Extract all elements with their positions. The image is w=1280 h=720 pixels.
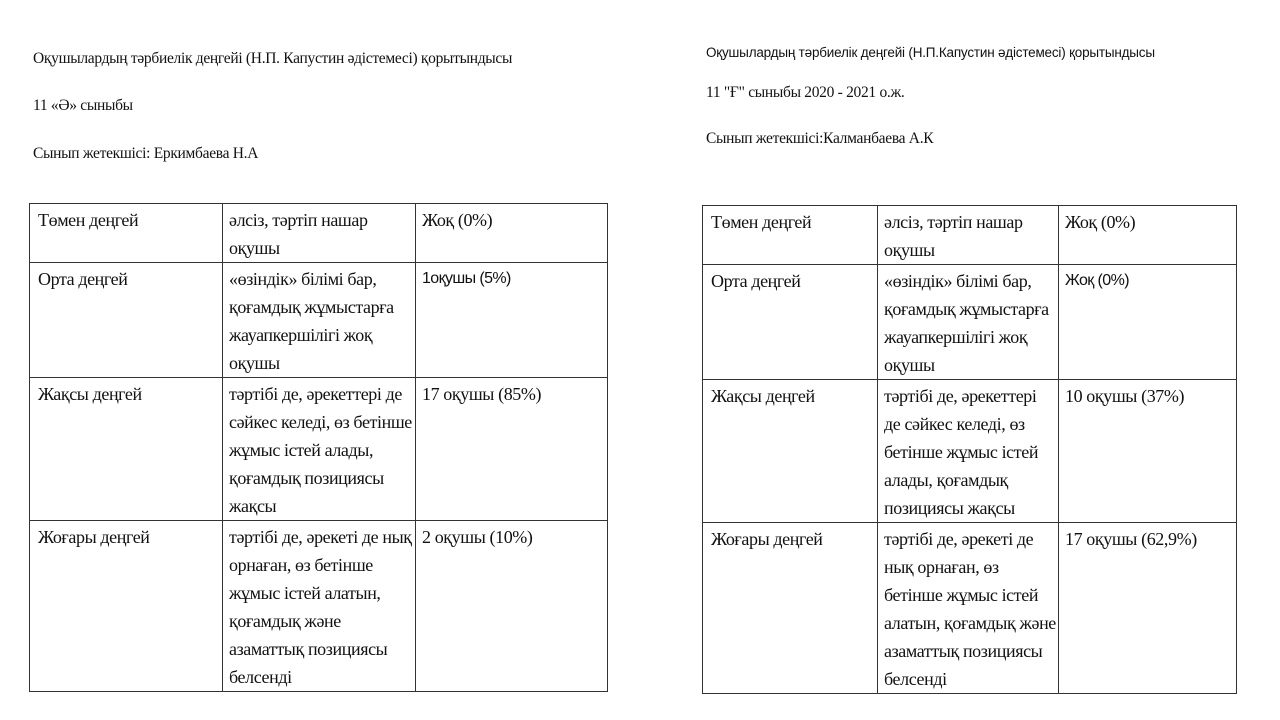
level-cell: Жақсы деңгей: [703, 380, 878, 523]
description-cell: әлсіз, тәртіп нашар оқушы: [878, 206, 1059, 265]
left-report-title: Оқушылардың тәрбиелік деңгейі (Н.П. Капустин әдістемесі) қорытындысы: [33, 50, 513, 67]
level-cell: Жақсы деңгей: [30, 378, 223, 521]
description-cell: әлсіз, тәртіп нашар оқушы: [223, 204, 416, 263]
result-cell: 2 оқушы (10%): [416, 521, 608, 692]
result-cell: 17 оқушы (62,9%): [1059, 523, 1237, 694]
description-cell: тәртібі де, әрекеттері де сәйкес келеді, өз бетінше жұмыс істей алады, қоғамдық позициясы жақсы: [878, 380, 1059, 523]
table-row: [30, 263, 608, 378]
description-cell: «өзіндік» білімі бар, қоғамдық жұмыстарға жауапкершілігі жоқ оқушы: [223, 263, 416, 378]
description-cell: тәртібі де, әрекеттері де сәйкес келеді, өз бетінше жұмыс істей алады, қоғамдық позициясы жақсы: [223, 378, 416, 521]
level-cell: Төмен деңгей: [30, 204, 223, 263]
left-teacher-label: Сынып жетекшісі: Еркимбаева Н.А: [33, 145, 259, 162]
result-cell: 17 оқушы (85%): [416, 378, 608, 521]
table-row: [703, 206, 1237, 265]
table-row: [30, 521, 608, 692]
table-row: [30, 378, 608, 521]
right-report-title: Оқушылардың тәрбиелік деңгейі (Н.П.Капустин әдістемесі) қорытындысы: [706, 45, 1155, 60]
left-results-table: [29, 203, 608, 692]
table-row: [703, 265, 1237, 380]
result-cell: 10 оқушы (37%): [1059, 380, 1237, 523]
table-row: [703, 523, 1237, 694]
result-cell: Жоқ (0%): [1059, 265, 1237, 380]
result-cell: 1оқушы (5%): [416, 263, 608, 378]
description-cell: тәртібі де, әрекеті де нық орнаған, өз бетінше жұмыс істей алатын, қоғамдық және азаматтық позициясы белсенді: [223, 521, 416, 692]
level-cell: Орта деңгей: [703, 265, 878, 380]
right-results-table: [702, 205, 1237, 694]
result-cell: Жоқ (0%): [416, 204, 608, 263]
description-cell: тәртібі де, әрекеті де нық орнаған, өз бетінше жұмыс істей алатын, қоғамдық және азаматтық позициясы белсенді: [878, 523, 1059, 694]
description-cell: «өзіндік» білімі бар, қоғамдық жұмыстарға жауапкершілігі жоқ оқушы: [878, 265, 1059, 380]
right-teacher-label: Сынып жетекшісі:Калманбаева А.К: [706, 130, 934, 147]
result-cell: Жоқ (0%): [1059, 206, 1237, 265]
level-cell: Орта деңгей: [30, 263, 223, 378]
level-cell: Төмен деңгей: [703, 206, 878, 265]
table-row: [30, 204, 608, 263]
level-cell: Жоғары деңгей: [30, 521, 223, 692]
level-cell: Жоғары деңгей: [703, 523, 878, 694]
right-class-label: 11 "Ғ" сыныбы 2020 - 2021 о.ж.: [706, 84, 905, 101]
table-row: [703, 380, 1237, 523]
left-class-label: 11 «Ә» сыныбы: [33, 97, 133, 114]
